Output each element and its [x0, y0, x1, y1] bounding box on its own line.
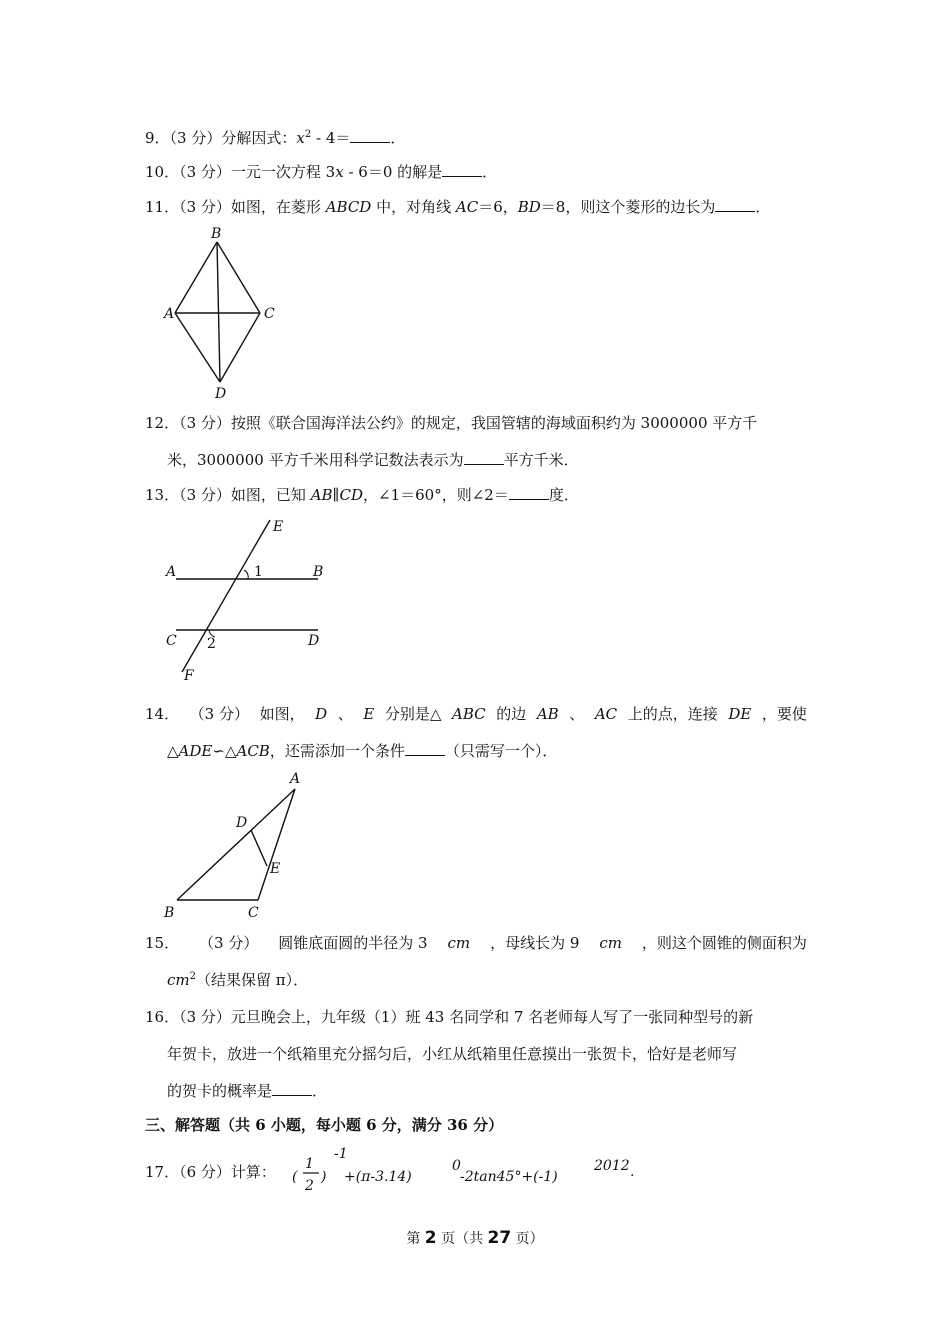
q15-exp: 2 [189, 971, 196, 982]
q15-cm: cm [447, 934, 471, 952]
q15-text: 圆锥底面圆的半径为 3 [278, 934, 428, 952]
q14-tri-2: △ [224, 742, 237, 760]
q17-end: . [630, 1164, 635, 1180]
parallel-lines-figure [160, 512, 340, 687]
q11-text: 如图，在菱形 [230, 198, 326, 216]
q14-text-e: ，要使 [761, 705, 807, 723]
question-14-line2 [167, 741, 557, 761]
q14-tri-1: △ [167, 742, 179, 760]
q14-e: E [363, 705, 375, 723]
q10-text: 一元一次方程 3 [230, 163, 336, 181]
q13-ab: AB [310, 486, 333, 504]
svg-text:(: ( [292, 1169, 298, 1185]
footer-total-pages: 27 [487, 1228, 512, 1248]
q14-sep: 、 [337, 705, 353, 723]
q14-sim: ∽ [212, 742, 225, 760]
q15-score: （3 分） [199, 934, 259, 952]
q12-text: 按照《联合国海洋法公约》的规定，我国管辖的海域面积约为 3000000 平方千 [230, 414, 758, 432]
label-d: D [236, 815, 248, 831]
q17-number: 17． [145, 1163, 180, 1181]
q13-text: 如图，已知 [230, 486, 311, 504]
q17-expr-b: -2tan45°+(-1) [460, 1169, 558, 1185]
q9-var: x [296, 129, 305, 147]
q9-score: （3 分） [169, 129, 222, 147]
label-a: A [290, 771, 301, 787]
label-e: E [273, 519, 284, 535]
q12-number: 12． [145, 414, 180, 432]
q16-number: 16． [145, 1008, 180, 1026]
q13-text-b: ，∠1＝60°，则∠2＝ [363, 486, 509, 504]
q9-number: 9． [145, 129, 170, 147]
q16-text: 元旦晚会上，九年级（1）班 43 名同学和 7 名老师每人写了一张同种型号的新 [230, 1008, 754, 1026]
q17-expr-a: +(π-3.14) [344, 1169, 412, 1185]
question-9 [145, 128, 405, 148]
answer-blank [405, 741, 445, 756]
question-16-line3 [167, 1081, 327, 1101]
q11-ac: AC [455, 198, 479, 216]
q10-end: ． [482, 163, 498, 181]
label-c: C [166, 633, 177, 649]
q11-shape: ABCD [325, 198, 372, 216]
q16-score: （3 分） [179, 1008, 231, 1026]
q12-score: （3 分） [179, 414, 231, 432]
q10-score: （3 分） [179, 163, 231, 181]
q16-end: ． [312, 1082, 328, 1100]
q13-cd: CD [339, 486, 363, 504]
triangle-figure [160, 765, 310, 925]
question-15 [145, 933, 807, 953]
svg-text:): ) [321, 1169, 327, 1185]
question-15-line2 [167, 970, 308, 990]
q10-var: x [335, 163, 344, 181]
q9-text-b: ‐ 4＝ [311, 129, 351, 147]
question-17 [145, 1162, 276, 1182]
q14-ac: AC [594, 705, 618, 723]
q17-expression [292, 1146, 652, 1196]
footer-page-number: 2 [424, 1228, 437, 1248]
page-footer [0, 1228, 950, 1248]
q14-text-f: ，还需添加一个条件 [269, 742, 405, 760]
q14-abc: ABC [452, 705, 486, 723]
q17-text: 计算： [230, 1163, 276, 1181]
q15-text-b: ，母线长为 9 [490, 934, 580, 952]
question-14 [145, 704, 807, 724]
answer-blank [350, 128, 390, 143]
footer-pre: 第 [406, 1231, 425, 1247]
q9-exp: 2 [304, 129, 312, 140]
q14-text-g: （只需写一个）． [444, 742, 558, 760]
q16-text-b: 年贺卡，放进一个纸箱里充分摇匀后，小红从纸箱里任意摸出一张贺卡，恰好是老师写 [167, 1045, 738, 1063]
q11-bd: BD [517, 198, 541, 216]
label-a: A [166, 564, 177, 580]
q14-sep2: 、 [569, 705, 585, 723]
section-3-title: 三、解答题（共 6 小题，每小题 6 分，满分 36 分） [145, 1116, 504, 1134]
rhombus-figure [160, 222, 285, 402]
answer-blank [715, 197, 755, 212]
q14-de: DE [728, 705, 752, 723]
q17-exp2: 0 [452, 1158, 461, 1174]
q14-score: （3 分） [189, 705, 249, 723]
label-c: C [264, 306, 275, 322]
q9-text: 分解因式： [221, 129, 297, 147]
q14-text-d: 上的点，连接 [627, 705, 718, 723]
q14-d: D [315, 705, 328, 723]
footer-mid: 页（共 [436, 1231, 488, 1247]
angle-1-label: 1 [254, 564, 263, 580]
q13-end: 度． [548, 486, 579, 504]
q11-number: 11． [145, 198, 180, 216]
q17-frac-den: 2 [305, 1178, 314, 1194]
q17-exp1: -1 [334, 1146, 348, 1162]
q14-ade: ADE [178, 742, 213, 760]
q11-end: ． [755, 198, 771, 216]
label-b: B [164, 905, 175, 921]
q15-number: 15． [145, 934, 180, 952]
q11-score: （3 分） [179, 198, 231, 216]
q17-frac-num: 1 [305, 1156, 314, 1172]
question-16 [145, 1007, 807, 1027]
q11-text-b: 中，对角线 [371, 198, 456, 216]
q15-unit: cm [167, 971, 190, 989]
answer-blank [272, 1081, 312, 1096]
q12-text-b: 米，3000000 平方千米用科学记数法表示为 [167, 451, 464, 469]
label-b: B [211, 226, 222, 242]
question-16-line2 [167, 1044, 737, 1064]
q10-text-b: ‐ 6＝0 的解是 [343, 163, 443, 181]
label-e: E [270, 861, 281, 877]
q13-par: ∥ [332, 486, 340, 504]
question-10 [145, 162, 497, 182]
q13-score: （3 分） [179, 486, 231, 504]
q14-number: 14． [145, 705, 180, 723]
label-b: B [313, 564, 324, 580]
question-13 [145, 485, 579, 505]
q14-ab: AB [536, 705, 559, 723]
q11-text-c: ＝6， [478, 198, 518, 216]
answer-blank [509, 485, 549, 500]
q14-text-b: 分别是△ [384, 705, 442, 723]
q15-text-c: ，则这个圆锥的侧面积为 [641, 934, 807, 952]
question-11 [145, 197, 770, 217]
question-12 [145, 413, 807, 433]
q13-number: 13． [145, 486, 180, 504]
label-d: D [308, 633, 320, 649]
answer-blank [442, 162, 482, 177]
q14-text: 如图， [259, 705, 305, 723]
q17-exp3: 2012 [594, 1158, 630, 1174]
q17-score: （6 分） [179, 1163, 231, 1181]
q11-text-d: ＝8，则这个菱形的边长为 [540, 198, 716, 216]
q10-number: 10． [145, 163, 180, 181]
q14-acb: ACB [236, 742, 270, 760]
q14-text-c: 的边 [496, 705, 527, 723]
q15-text-d: （结果保留 π）． [196, 971, 309, 989]
answer-blank [464, 450, 504, 465]
label-c: C [248, 905, 259, 921]
question-12-line2 [167, 450, 579, 470]
label-a: A [164, 306, 175, 322]
angle-2-label: 2 [207, 636, 216, 652]
q15-cm2: cm [599, 934, 622, 952]
label-d: D [215, 386, 227, 402]
footer-post: 页） [511, 1231, 544, 1247]
q12-text-c: 平方千米． [503, 451, 579, 469]
q9-end: ． [390, 129, 406, 147]
q16-text-c: 的贺卡的概率是 [167, 1082, 273, 1100]
label-f: F [184, 668, 194, 684]
